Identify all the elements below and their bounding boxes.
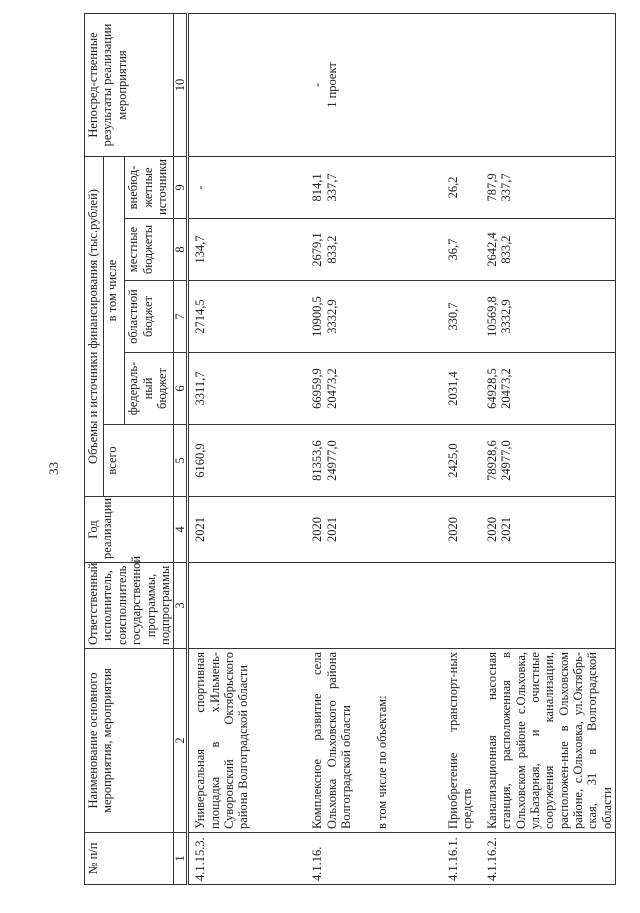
column-number: 6 (174, 353, 188, 425)
header-extrabudget: внебюд-жетные источники (125, 156, 174, 218)
column-number-row (174, 13, 188, 884)
header-year: Год реализации (85, 497, 174, 563)
row-federal: 64928,5 20473,2 (481, 353, 616, 425)
table-row (438, 13, 481, 884)
row-result (188, 13, 305, 156)
column-number: 7 (174, 281, 188, 353)
row-executor (481, 563, 616, 649)
row-number: 4.1.15.3. (188, 833, 305, 885)
row-regional: 10569,8 3332,9 (481, 281, 616, 353)
header-total: всего (104, 425, 174, 497)
row-regional: 330,7 (438, 281, 481, 353)
row-extra: 814,1 337,7 (304, 156, 391, 218)
row-result (481, 13, 616, 156)
column-number: 9 (174, 156, 188, 218)
header-regional: областной бюджет (125, 281, 174, 353)
row-executor (188, 563, 305, 649)
row-local: 2679,1 833,2 (304, 219, 391, 281)
column-number: 4 (174, 497, 188, 563)
spacer-row (391, 13, 438, 884)
funding-table (84, 13, 616, 885)
column-number: 3 (174, 563, 188, 649)
row-number: 4.1.16.2. (481, 833, 616, 885)
row-name: Приобретение транспорт-ных средств (438, 649, 481, 833)
table-row (481, 13, 616, 884)
row-regional: 2714,5 (188, 281, 305, 353)
row-total: 81353,6 24977,0 (304, 425, 391, 497)
row-year: 2020 2021 (481, 497, 616, 563)
header-including: в том числе (104, 156, 125, 424)
row-federal: 66959,9 20473,2 (304, 353, 391, 425)
row-extra: 787,9 337,7 (481, 156, 616, 218)
row-local: 2642,4 833,2 (481, 219, 616, 281)
header-federal: федераль-ный бюджет (125, 353, 174, 425)
row-number: 4.1.16. (304, 833, 391, 885)
column-number: 5 (174, 425, 188, 497)
row-year: 2020 (438, 497, 481, 563)
row-local: 36,7 (438, 219, 481, 281)
row-total: 6160,9 (188, 425, 305, 497)
row-name: Канализационная насосная станция, расположенная в Ольховском районе с.Ольховка, ул.Базарная, и очистные сооружения канализации, расположен-ные в Ольховском районе, с.Ольховка, ул.Октябрь-ская, 31 в Волгоградской области (481, 649, 616, 833)
row-local: 134,7 (188, 219, 305, 281)
header-number: № п/п (85, 833, 174, 885)
header-local: местные бюджеты (125, 219, 174, 281)
header-results: Непосред-ственные результаты реализации мероприятия (85, 13, 174, 156)
row-year: 2021 (188, 497, 305, 563)
row-name: Универсальная спортивная площадка в х.Ильмень-Суворовский Октябрьского района Волгоградской области (188, 649, 305, 833)
column-number: 8 (174, 219, 188, 281)
page-number: 33 (46, 462, 61, 475)
row-name (304, 649, 391, 833)
header-name: Наименование основного мероприятия, мероприятия (85, 649, 174, 833)
column-number: 2 (174, 649, 188, 833)
row-federal: 2031,4 (438, 353, 481, 425)
header-funding-group: Объемы и источники финансирования (тыс.рублей) (85, 156, 104, 496)
table-row (304, 13, 391, 884)
row-extra: - (188, 156, 305, 218)
row-federal: 3311,7 (188, 353, 305, 425)
table-row (188, 13, 305, 884)
row-result (438, 13, 481, 156)
row-subtitle: в том числе по объектам: (375, 695, 390, 829)
row-total: 2425,0 (438, 425, 481, 497)
row-year: 2020 2021 (304, 497, 391, 563)
row-total: 78928,6 24977,0 (481, 425, 616, 497)
row-executor (304, 563, 391, 649)
header-row (85, 13, 104, 884)
row-executor (438, 563, 481, 649)
header-executor: Ответственный исполнитель, соисполнитель государственной программы, подпрограммы (85, 563, 174, 649)
row-extra: 26,2 (438, 156, 481, 218)
column-number: 1 (174, 833, 188, 885)
row-regional: 10900,5 3332,9 (304, 281, 391, 353)
row-number: 4.1.16.1. (438, 833, 481, 885)
row-name-text: Комплексное развитие села Ольховка Ольховского района Волгоградской области (310, 652, 353, 829)
column-number: 10 (174, 13, 188, 156)
row-result: - 1 проект (304, 13, 391, 156)
